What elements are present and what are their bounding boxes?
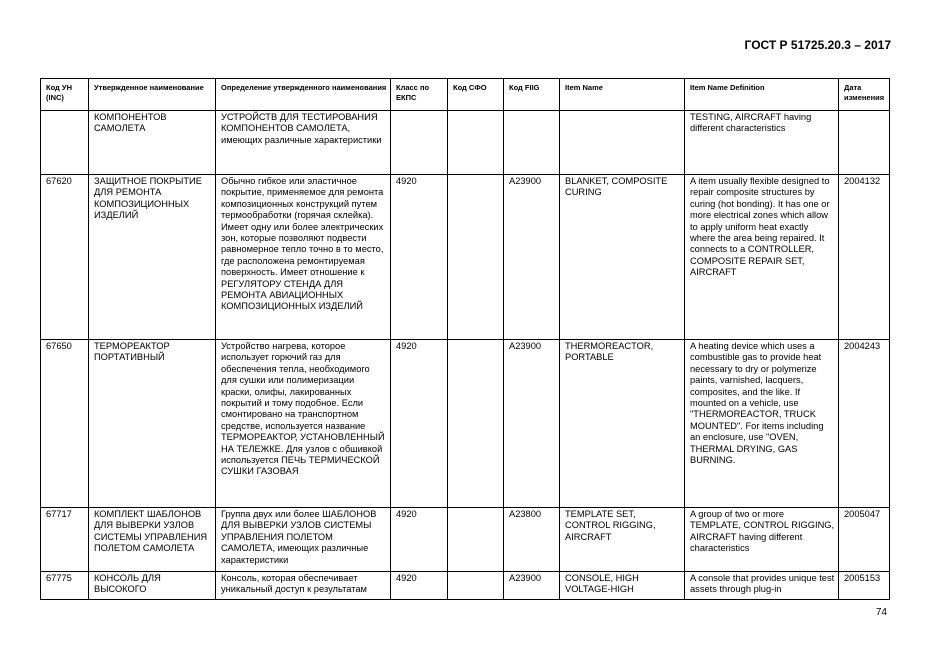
table-row — [41, 175, 890, 340]
cell-ekps: 4920 — [391, 175, 448, 340]
cell-inc: 67717 — [41, 508, 89, 572]
cell-item-definition: A heating device which uses a combustible gas to provide heat necessary to dry or polymerize paints, varnished, lacquers, composites, and the like. If mounted on a vehicle, use "THERMOREACTOR, TRUCK MOUNTED". For items including an enclosure, use "OVEN, THERMAL DRYING, GAS BURNING. — [685, 340, 839, 508]
cell-inc: 67620 — [41, 175, 89, 340]
col-header-inc: Код УН (INC) — [41, 79, 89, 111]
cell-date: 2004243 — [839, 340, 890, 508]
table-row — [41, 572, 890, 600]
cell-fiig — [504, 111, 560, 175]
cell-sfo — [448, 111, 504, 175]
col-header-sfo: Код СФО — [448, 79, 504, 111]
cell-ekps — [391, 111, 448, 175]
col-header-name: Утвержденное наименование — [89, 79, 216, 111]
cell-name: ЗАЩИТНОЕ ПОКРЫТИЕ ДЛЯ РЕМОНТА КОМПОЗИЦИОННЫХ ИЗДЕЛИЙ — [89, 175, 216, 340]
cell-ekps: 4920 — [391, 572, 448, 600]
cell-inc — [41, 111, 89, 175]
table-row — [41, 111, 890, 175]
cell-item-name: CONSOLE, HIGH VOLTAGE-HIGH — [560, 572, 685, 600]
cell-item-definition: A item usually flexible designed to repair composite structures by curing (hot bonding). It has one or more electrical zones which allow to apply uniform heat exactly where the area being repaired. It connects to a CONTROLLER, COMPOSITE REPAIR SET, AIRCRAFT — [685, 175, 839, 340]
cell-item-name: THERMOREACTOR, PORTABLE — [560, 340, 685, 508]
col-header-fiig: Код FIIG — [504, 79, 560, 111]
table-row — [41, 340, 890, 508]
cell-fiig: A23800 — [504, 508, 560, 572]
cell-item-name: BLANKET, COMPOSITE CURING — [560, 175, 685, 340]
header-row — [41, 79, 890, 111]
cell-item-definition: A console that provides unique test assets through plug-in — [685, 572, 839, 600]
cell-sfo — [448, 175, 504, 340]
cell-date — [839, 111, 890, 175]
cell-item-name — [560, 111, 685, 175]
cell-inc: 67650 — [41, 340, 89, 508]
cell-name: КОМПЛЕКТ ШАБЛОНОВ ДЛЯ ВЫВЕРКИ УЗЛОВ СИСТЕМЫ УПРАВЛЕНИЯ ПОЛЕТОМ САМОЛЕТА — [89, 508, 216, 572]
cell-name: КОНСОЛЬ ДЛЯ ВЫСОКОГО — [89, 572, 216, 600]
cell-date: 2005047 — [839, 508, 890, 572]
cell-inc: 67775 — [41, 572, 89, 600]
cell-definition: Обычно гибкое или эластичное покрытие, применяемое для ремонта композиционных конструкций путем термообработки (горячая склейка). Имеет одну или более электрических зон, которые позволяют подвести равномерное тепло точно в то место, где расположена ремонтируемая поверхность. Имеет отношение к РЕГУЛЯТОРУ СТЕНДА ДЛЯ РЕМОНТА АВИАЦИОННЫХ КОМПОЗИЦИОННЫХ ИЗДЕЛИЙ — [216, 175, 391, 340]
cell-fiig: A23900 — [504, 175, 560, 340]
cell-definition: Группа двух или более ШАБЛОНОВ ДЛЯ ВЫВЕРКИ УЗЛОВ СИСТЕМЫ УПРАВЛЕНИЯ ПОЛЕТОМ САМОЛЕТА, имеющих различные характеристики — [216, 508, 391, 572]
cell-item-definition: TESTING, AIRCRAFT having different characteristics — [685, 111, 839, 175]
cell-ekps: 4920 — [391, 340, 448, 508]
cell-definition: Консоль, которая обеспечивает уникальный доступ к результатам — [216, 572, 391, 600]
cell-fiig: A23900 — [504, 572, 560, 600]
cell-item-name: TEMPLATE SET, CONTROL RIGGING, AIRCRAFT — [560, 508, 685, 572]
col-header-item-definition: Item Name Definition — [685, 79, 839, 111]
col-header-definition: Определение утвержденного наименования — [216, 79, 391, 111]
col-header-date: Дата изменения — [839, 79, 890, 111]
cell-date: 2004132 — [839, 175, 890, 340]
cell-fiig: A23900 — [504, 340, 560, 508]
table-row — [41, 508, 890, 572]
cell-sfo — [448, 572, 504, 600]
cell-item-definition: A group of two or more TEMPLATE, CONTROL RIGGING, AIRCRAFT having different characteristics — [685, 508, 839, 572]
col-header-ekps: Класс по ЕКПС — [391, 79, 448, 111]
cell-sfo — [448, 340, 504, 508]
cell-definition: УСТРОЙСТВ ДЛЯ ТЕСТИРОВАНИЯ КОМПОНЕНТОВ САМОЛЕТА, имеющих различные характеристики — [216, 111, 391, 175]
cell-ekps: 4920 — [391, 508, 448, 572]
cell-definition: Устройство нагрева, которое использует горючий газ для обеспечения тепла, необходимого для сушки или полимеризации краски, олифы, лакированных покрытий и тому подобное. Если смонтировано на транспортном средстве, используется название ТЕРМОРЕАКТОР, УСТАНОВЛЕННЫЙ НА ТЕЛЕЖКЕ. Для узлов с обшивкой используется ПЕЧЬ ТЕРМИЧЕСКОЙ СУШКИ ГАЗОВАЯ — [216, 340, 391, 508]
cell-name: ТЕРМОРЕАКТОР ПОРТАТИВНЫЙ — [89, 340, 216, 508]
cell-date: 2005153 — [839, 572, 890, 600]
cell-name: КОМПОНЕНТОВ САМОЛЕТА — [89, 111, 216, 175]
page-number: 74 — [875, 607, 887, 618]
standard-designation: ГОСТ Р 51725.20.3 – 2017 — [744, 38, 891, 52]
col-header-item-name: Item Name — [560, 79, 685, 111]
catalog-table — [40, 78, 890, 600]
cell-sfo — [448, 508, 504, 572]
